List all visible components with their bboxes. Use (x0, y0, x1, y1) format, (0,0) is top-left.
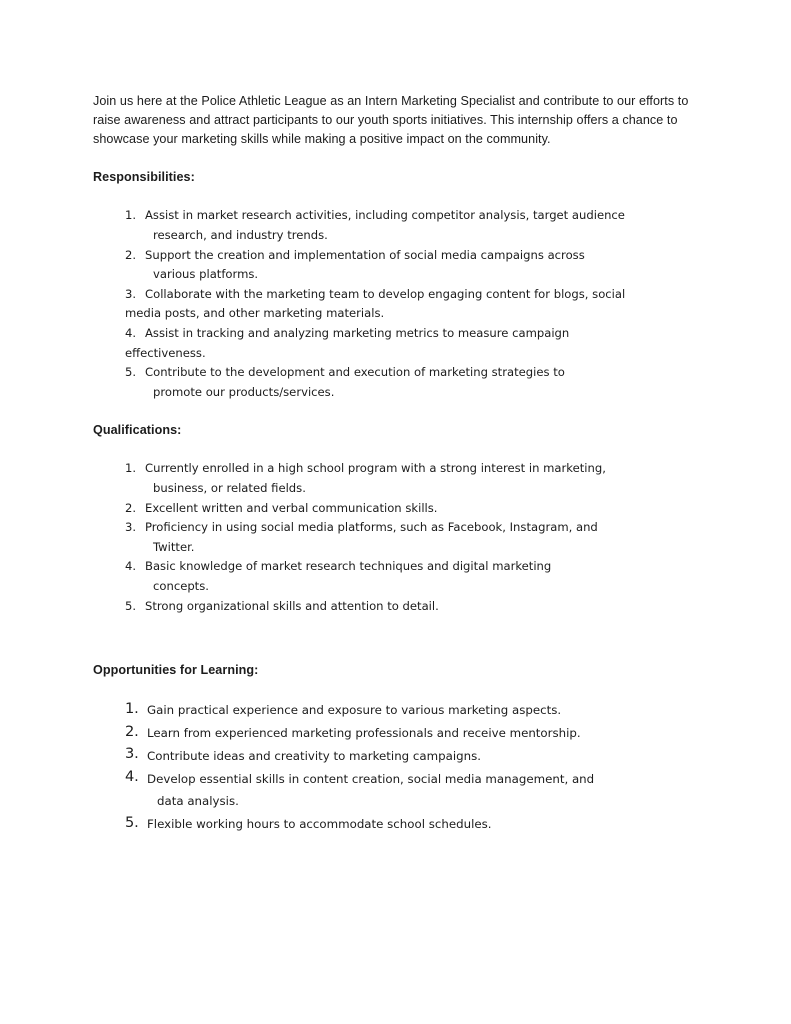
list-item-line: Support the creation and implementation of social media campaigns across (145, 247, 585, 262)
list-item-text (147, 772, 691, 814)
list-item-line: Develop essential skills in content creation, social media management, and (147, 771, 595, 786)
list-item-text (145, 520, 691, 557)
list-item-text (145, 208, 691, 245)
list-item (125, 768, 691, 814)
list-item-line: Assist in market research activities, including competitor analysis, target audience (145, 208, 625, 223)
document-body (93, 92, 691, 836)
opportunities-list (93, 699, 691, 836)
list-item-continuation: effectiveness. (125, 345, 206, 360)
list-item-continuation: research, and industry trends. (153, 227, 328, 242)
list-item-number: 2. (125, 722, 139, 740)
list-item-line: Currently enrolled in a high school program with a strong interest in marketing, (145, 461, 606, 476)
list-item-line: Excellent written and verbal communication skills. (145, 500, 438, 515)
list-item (125, 722, 691, 745)
list-item-text (145, 599, 439, 613)
list-item-number: 1. (125, 699, 139, 717)
list-item-text (125, 285, 691, 324)
list-item-number: 4. (125, 559, 137, 574)
section-heading-opportunities: Opportunities for Learning: (93, 663, 259, 678)
list-item-line: Flexible working hours to accommodate school schedules. (147, 817, 492, 832)
list-item-number: 4. (125, 768, 139, 786)
list-item-line: Learn from experienced marketing professionals and receive mentorship. (147, 726, 581, 741)
list-item-number: 1. (125, 208, 137, 223)
list-item-text (145, 248, 691, 285)
list-item-number: 3. (125, 520, 137, 535)
list-item-continuation: Twitter. (153, 539, 195, 554)
list-item-number: 3. (125, 286, 137, 301)
list-item-text (147, 726, 581, 740)
list-item-text (145, 461, 691, 498)
list-item (125, 499, 691, 519)
list-item-line: Strong organizational skills and attention to detail. (145, 598, 439, 613)
list-item-number: 2. (125, 247, 137, 262)
list-item (125, 597, 691, 617)
list-item-line: Contribute to the development and execution of marketing strategies to (145, 365, 565, 380)
list-item-text (125, 324, 691, 363)
list-item-text (147, 749, 481, 763)
responsibilities-list (93, 206, 691, 402)
list-item-continuation: concepts. (153, 578, 209, 593)
list-item-continuation: business, or related fields. (153, 481, 306, 495)
list-item (125, 324, 691, 363)
list-item-continuation: data analysis. (157, 794, 239, 809)
list-item-number: 2. (125, 500, 137, 515)
list-item (125, 813, 691, 836)
list-item-number: 5. (125, 813, 139, 831)
list-item (125, 285, 691, 324)
list-item-number: 4. (125, 325, 137, 340)
section-heading-qualifications: Qualifications: (93, 423, 182, 438)
list-item-line: Gain practical experience and exposure to various marketing aspects. (147, 703, 562, 718)
list-item-number: 1. (125, 461, 137, 476)
list-item (125, 363, 691, 402)
section-heading-responsibilities: Responsibilities: (93, 170, 195, 185)
list-item-number: 3. (125, 745, 139, 763)
list-item-text (145, 365, 691, 402)
list-item-text (145, 559, 691, 596)
list-item-text (147, 703, 561, 717)
list-item (125, 518, 691, 557)
list-item-line: Proficiency in using social media platforms, such as Facebook, Instagram, and (145, 520, 598, 535)
qualifications-list (93, 459, 691, 616)
list-item (125, 206, 691, 245)
list-item (125, 699, 691, 722)
list-item-line: Contribute ideas and creativity to marketing campaigns. (147, 748, 481, 763)
list-item (125, 557, 691, 596)
list-item (125, 246, 691, 285)
list-item-continuation: various platforms. (153, 267, 259, 282)
list-item-continuation: media posts, and other marketing materials. (125, 306, 385, 321)
list-item-line: Assist in tracking and analyzing marketing metrics to measure campaign (145, 325, 570, 340)
intro-paragraph: Join us here at the Police Athletic League as an Intern Marketing Specialist and contribute to our efforts to raise awareness and attract participants to our youth sports initiatives. This internship offers a chance to showcase your marketing skills while making a positive impact on the community. (93, 94, 689, 147)
list-item-number: 5. (125, 598, 137, 613)
list-item-text (145, 501, 438, 515)
list-item-line: Collaborate with the marketing team to develop engaging content for blogs, social (145, 286, 626, 301)
list-item-continuation: promote our products/services. (153, 384, 335, 399)
list-item-text (147, 817, 492, 831)
list-item (125, 459, 691, 498)
list-item-line: Basic knowledge of market research techniques and digital marketing (145, 559, 552, 574)
list-item (125, 745, 691, 768)
list-item-number: 5. (125, 365, 137, 380)
